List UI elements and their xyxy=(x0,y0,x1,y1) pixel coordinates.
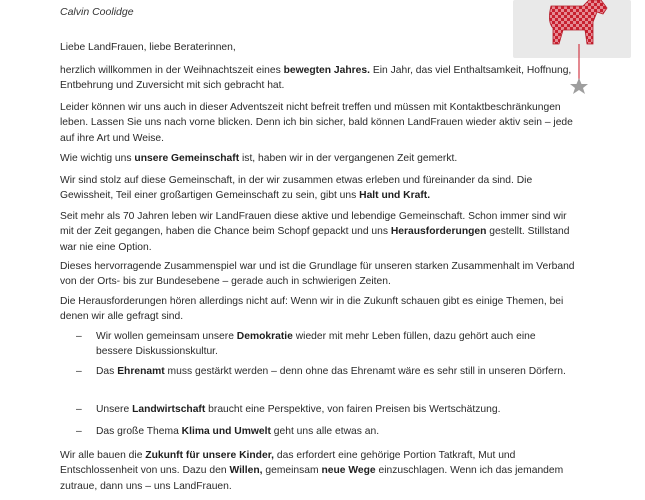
bullet-dash: – xyxy=(76,331,82,342)
bullet-dash: – xyxy=(76,404,82,415)
paragraph-challenges: Die Herausforderungen hören allerdings nicht auf: Wenn wir in die Zukunft schauen gibt es einige Themen, bei denen wir alle gefragt sind. xyxy=(60,296,564,323)
paragraph-cohesion: Dieses hervorragende Zusammenspiel war und ist die Grundlage für unseren starken Zusammenhalt im Verband von der Orts- bis zur Bundesebene – gerade auch in schwierigen Zeiten. xyxy=(60,261,575,288)
greeting: Liebe LandFrauen, liebe Beraterinnen, xyxy=(60,42,236,53)
bullet-volunteering: Das Ehrenamt muss gestärkt werden – denn ohne das Ehrenamt wäre es sehr still in unseren Dörfern. xyxy=(96,366,566,377)
paragraph-welcome: herzlich willkommen in der Weihnachtszeit eines bewegten Jahres. Ein Jahr, das viel Enthaltsamkeit, Hoffnung, Entbehrung und Zuversicht mit sich gebracht hat. xyxy=(60,65,572,92)
quote-author: Calvin Coolidge xyxy=(60,6,134,18)
paragraph-70-years: Seit mehr als 70 Jahren leben wir LandFrauen diese aktive und lebendige Gemeinschaft. Schon immer sind wir mit der Zeit gegangen, haben die Chance beim Schopf gepackt und uns Herausforderungen gestellt. Stillstand war nie eine Option. xyxy=(60,211,570,253)
bullet-climate: Das große Thema Klima und Umwelt geht uns alle etwas an. xyxy=(96,426,380,437)
bullet-dash: – xyxy=(76,366,82,377)
paragraph-pride: Wir sind stolz auf diese Gemeinschaft, in der wir zusammen etwas erleben und füreinander da sind. Die Gewissheit, Teil einer großartigen Gemeinschaft zu sein, gibt uns Halt und Kraft. xyxy=(60,175,533,202)
bullet-dash: – xyxy=(76,426,82,437)
bullet-agriculture: Unsere Landwirtschaft braucht eine Perspektive, von fairen Preisen bis Wertschätzung. xyxy=(96,404,501,415)
paragraph-advent: Leider können wir uns auch in dieser Adventszeit nicht befreit treffen und müssen mit Kontaktbeschränkungen leben. Lassen Sie uns nach vorne blicken. Denn ich bin sicher, bald können LandFrauen wieder aktiv sein – jede auf ihre Art und Weise. xyxy=(60,102,573,144)
bullet-democracy: Wir wollen gemeinsam unsere Demokratie wieder mit mehr Leben füllen, dazu gehört auch eine bessere Diskussionskultur. xyxy=(96,331,536,358)
paragraph-community-importance: Wie wichtig uns unsere Gemeinschaft ist, haben wir in der vergangenen Zeit gemerkt. xyxy=(60,153,458,164)
paragraph-future: Wir alle bauen die Zukunft für unsere Kinder, das erfordert eine gehörige Portion Tatkraft, Mut und Entschlossenheit von uns. Dazu den Willen, gemeinsam neue Wege einzuschlagen. Wenn ich das jemandem zutraue, dann uns – uns LandFrauen. xyxy=(60,450,564,492)
